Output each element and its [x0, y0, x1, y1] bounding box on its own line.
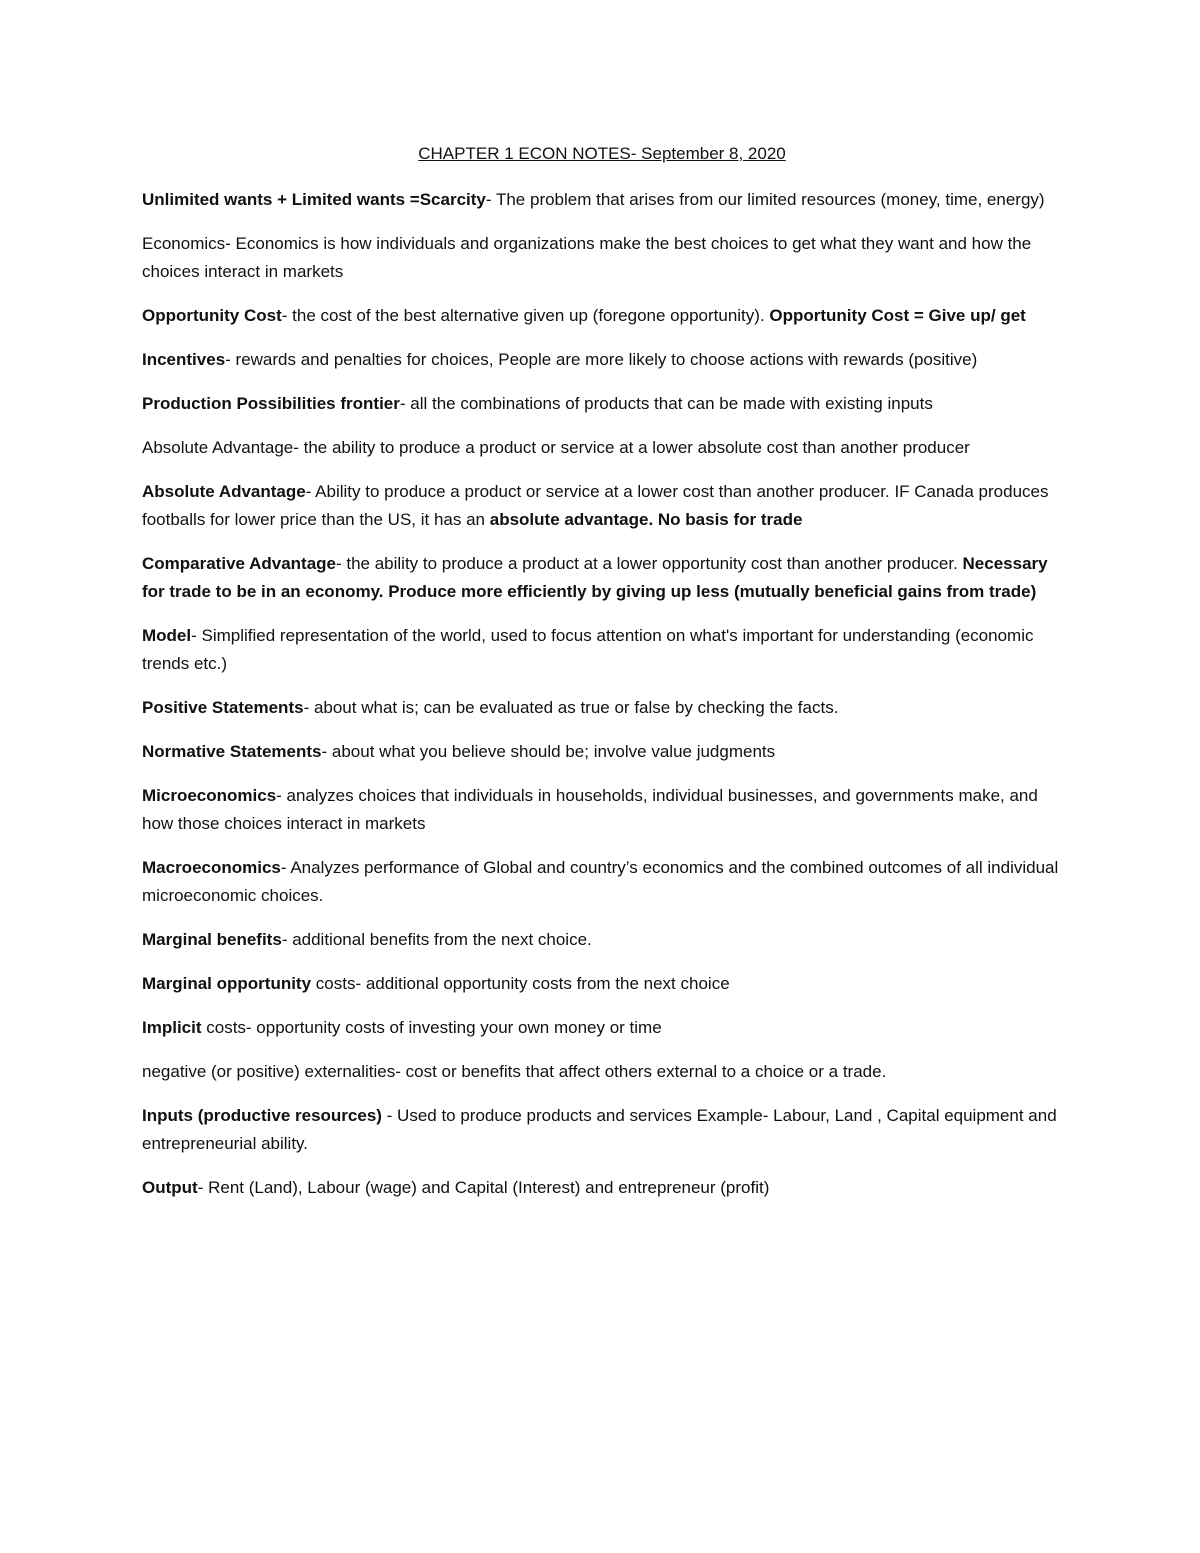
- note-paragraph: [142, 738, 1062, 766]
- bold-term: Output: [142, 1178, 198, 1197]
- note-text: costs- opportunity costs of investing your own money or time: [201, 1018, 662, 1037]
- bold-term: absolute advantage. No basis for trade: [489, 510, 803, 529]
- note-paragraph: [142, 434, 1062, 462]
- note-paragraph: [142, 478, 1062, 534]
- bold-term: Production Possibilities frontier: [142, 394, 400, 413]
- bold-term: Unlimited wants + Limited wants =Scarcity: [142, 190, 486, 209]
- note-text: - Simplified representation of the world, used to focus attention on what's important for understanding (economic trends etc.): [142, 626, 1034, 673]
- bold-term: Inputs (productive resources): [142, 1106, 382, 1125]
- bold-term: Microeconomics: [142, 786, 277, 805]
- note-text: - The problem that arises from our limited resources (money, time, energy): [485, 190, 1045, 209]
- note-paragraph: [142, 346, 1062, 374]
- note-paragraph: [142, 854, 1062, 910]
- note-paragraph: [142, 926, 1062, 954]
- note-text: - the ability to produce a product at a lower opportunity cost than another producer.: [335, 554, 963, 573]
- bold-term: Marginal opportunity: [142, 974, 312, 993]
- note-paragraph: [142, 1058, 1062, 1086]
- note-text: - about what you believe should be; involve value judgments: [321, 742, 776, 761]
- note-paragraph: [142, 1014, 1062, 1042]
- note-text: costs- additional opportunity costs from the next choice: [311, 974, 730, 993]
- document-title: CHAPTER 1 ECON NOTES- September 8, 2020: [418, 144, 786, 163]
- note-paragraph: [142, 390, 1062, 418]
- bold-term: Opportunity Cost: [142, 306, 282, 325]
- bold-term: Macroeconomics: [142, 858, 281, 877]
- bold-term: Marginal benefits: [142, 930, 282, 949]
- note-text: Economics- Economics is how individuals and organizations make the best choices to get what they want and how the choices interact in markets: [142, 234, 1032, 281]
- bold-term: Comparative Advantage: [142, 554, 336, 573]
- note-text: - additional benefits from the next choice.: [281, 930, 592, 949]
- note-text: - analyzes choices that individuals in households, individual businesses, and governments make, and how those choices interact in markets: [142, 786, 1038, 833]
- note-paragraph: [142, 230, 1062, 286]
- note-paragraph: [142, 694, 1062, 722]
- bold-term: Incentives: [142, 350, 226, 369]
- note-text: negative (or positive) externalities- cost or benefits that affect others external to a choice or a trade.: [142, 1062, 887, 1081]
- note-text: - Rent (Land), Labour (wage) and Capital (Interest) and entrepreneur (profit): [197, 1178, 770, 1197]
- bold-term: Positive Statements: [142, 698, 304, 717]
- note-paragraph: [142, 782, 1062, 838]
- bold-term: Model: [142, 626, 192, 645]
- note-paragraph: [142, 970, 1062, 998]
- bold-term: Necessary for trade to be in an economy. Produce more efficiently by giving up less (mutually beneficial gains from trade): [142, 554, 1048, 601]
- note-paragraph: [142, 622, 1062, 678]
- bold-term: Opportunity Cost = Give up/ get: [769, 306, 1026, 325]
- document-body: [142, 140, 1062, 1218]
- bold-term: Implicit: [142, 1018, 202, 1037]
- note-paragraph: [142, 1174, 1062, 1202]
- note-text: - Analyzes performance of Global and country’s economics and the combined outcomes of all individual microeconomic choices.: [142, 858, 1059, 905]
- paragraph-list: [142, 186, 1062, 1202]
- note-text: - all the combinations of products that can be made with existing inputs: [399, 394, 933, 413]
- note-paragraph: [142, 550, 1062, 606]
- bold-term: Absolute Advantage: [142, 482, 306, 501]
- note-text: - rewards and penalties for choices, People are more likely to choose actions with rewards (positive): [225, 350, 978, 369]
- bold-term: Normative Statements: [142, 742, 322, 761]
- note-text: Absolute Advantage- the ability to produce a product or service at a lower absolute cost than another producer: [142, 438, 970, 457]
- note-paragraph: [142, 1102, 1062, 1158]
- note-text: - Ability to produce a product or service at a lower cost than another producer. IF Canada produces footballs for lower price than the US, it has an: [142, 482, 1049, 529]
- note-paragraph: [142, 186, 1062, 214]
- note-text: - Used to produce products and services Example- Labour, Land , Capital equipment and entrepreneurial ability.: [142, 1106, 1057, 1153]
- note-text: - about what is; can be evaluated as true or false by checking the facts.: [303, 698, 839, 717]
- note-text: - the cost of the best alternative given up (foregone opportunity).: [281, 306, 770, 325]
- note-paragraph: [142, 302, 1062, 330]
